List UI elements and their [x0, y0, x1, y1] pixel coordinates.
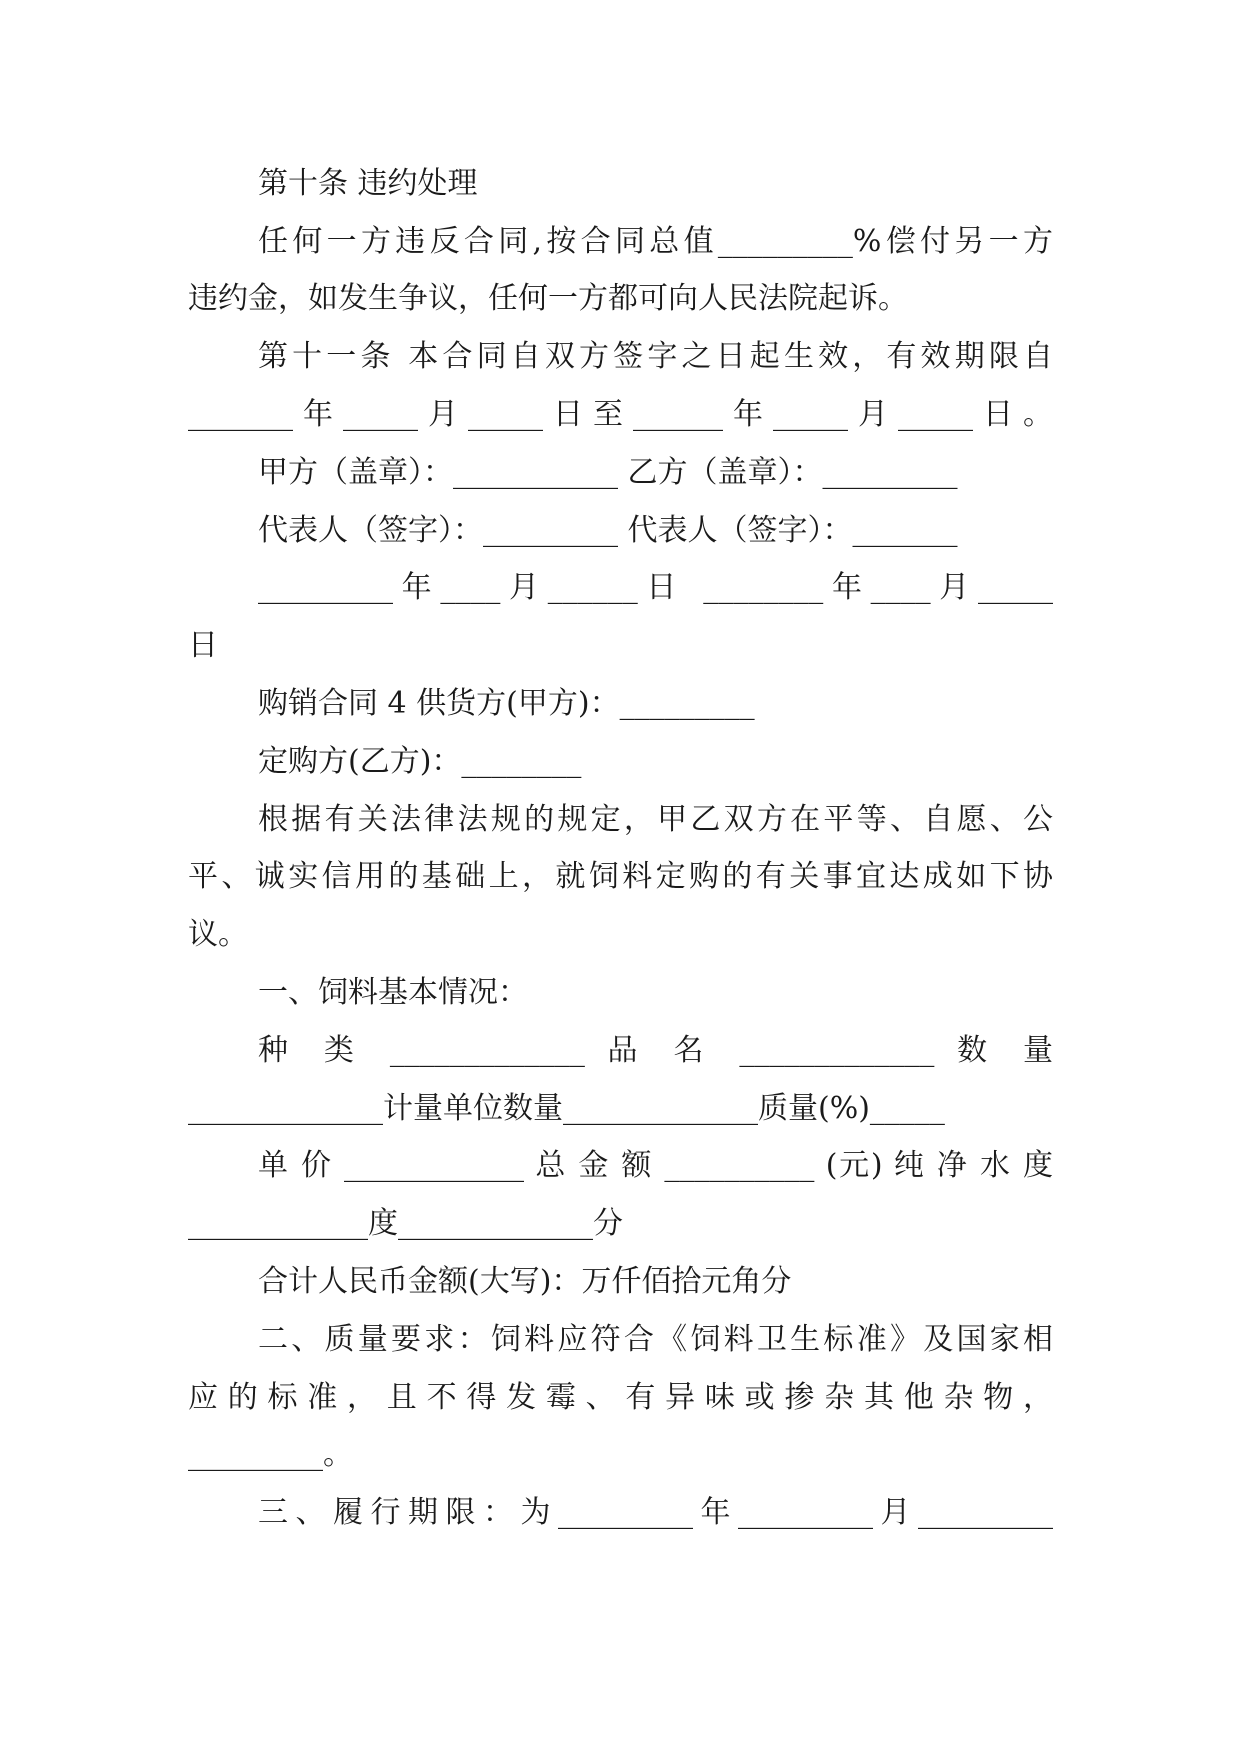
representative-signature-line: 代表人（签字）：_________ 代表人（签字）：_______ — [258, 513, 958, 548]
section-2-line-3: _________。 — [188, 1437, 353, 1472]
section-3-line-1: 三、履行期限：为_________年_________月_________ — [258, 1495, 1053, 1530]
section-1-heading: 一、饲料基本情况： — [258, 975, 528, 1010]
total-amount-line: 合计人民币金额(大写)：万仟佰拾元角分 — [258, 1264, 792, 1299]
article-11-line-1: 第十一条 本合同自双方签字之日起生效，有效期限自 — [258, 339, 1053, 374]
section-2-line-2: 应 的 标 准 ， 且 不 得 发 霉 、 有 异 味 或 掺 杂 其 他 杂 物 ， — [188, 1380, 1053, 1415]
article-11-line-2: _______年_____月_____日至______年_____月_____日。 — [188, 397, 1053, 432]
signing-date-line: _________年____月______日 ________年____月_____ — [258, 570, 1053, 605]
preamble-line-3: 议。 — [188, 917, 248, 952]
feed-info-line-2: _____________计量单位数量_____________质量(%)_____ — [188, 1091, 945, 1126]
article-10-text-line-2: 违约金，如发生争议，任何一方都可向人民法院起诉。 — [188, 281, 908, 316]
article-10-text-line-1: 任何一方违反合同,按合同总值_________%偿付另一方 — [258, 224, 1053, 259]
preamble-line-1: 根据有关法律法规的规定，甲乙双方在平等、自愿、公 — [258, 802, 1053, 837]
feed-info-line-4: ____________度_____________分 — [188, 1206, 623, 1241]
preamble-line-2: 平、诚实信用的基础上，就饲料定购的有关事宜达成如下协 — [188, 859, 1053, 894]
section-2-line-1: 二、质量要求：饲料应符合《饲料卫生标准》及国家相 — [258, 1322, 1053, 1357]
article-10-heading: 第十条 违约处理 — [258, 166, 478, 201]
contract-4-title-supplier: 购销合同 4 供货方(甲方)：_________ — [258, 686, 755, 721]
party-a-b-seal-line: 甲方（盖章）：___________ 乙方（盖章）：_________ — [258, 455, 958, 490]
feed-info-line-3: 单 价 ____________ 总 金 额 __________ (元) 纯 净 水 度 — [258, 1148, 1053, 1183]
signing-date-day: 日 — [188, 628, 218, 663]
purchaser-line: 定购方(乙方)：________ — [258, 744, 582, 779]
feed-info-line-1: 种 类 _____________ 品 名 _____________ 数 量 — [258, 1033, 1053, 1068]
